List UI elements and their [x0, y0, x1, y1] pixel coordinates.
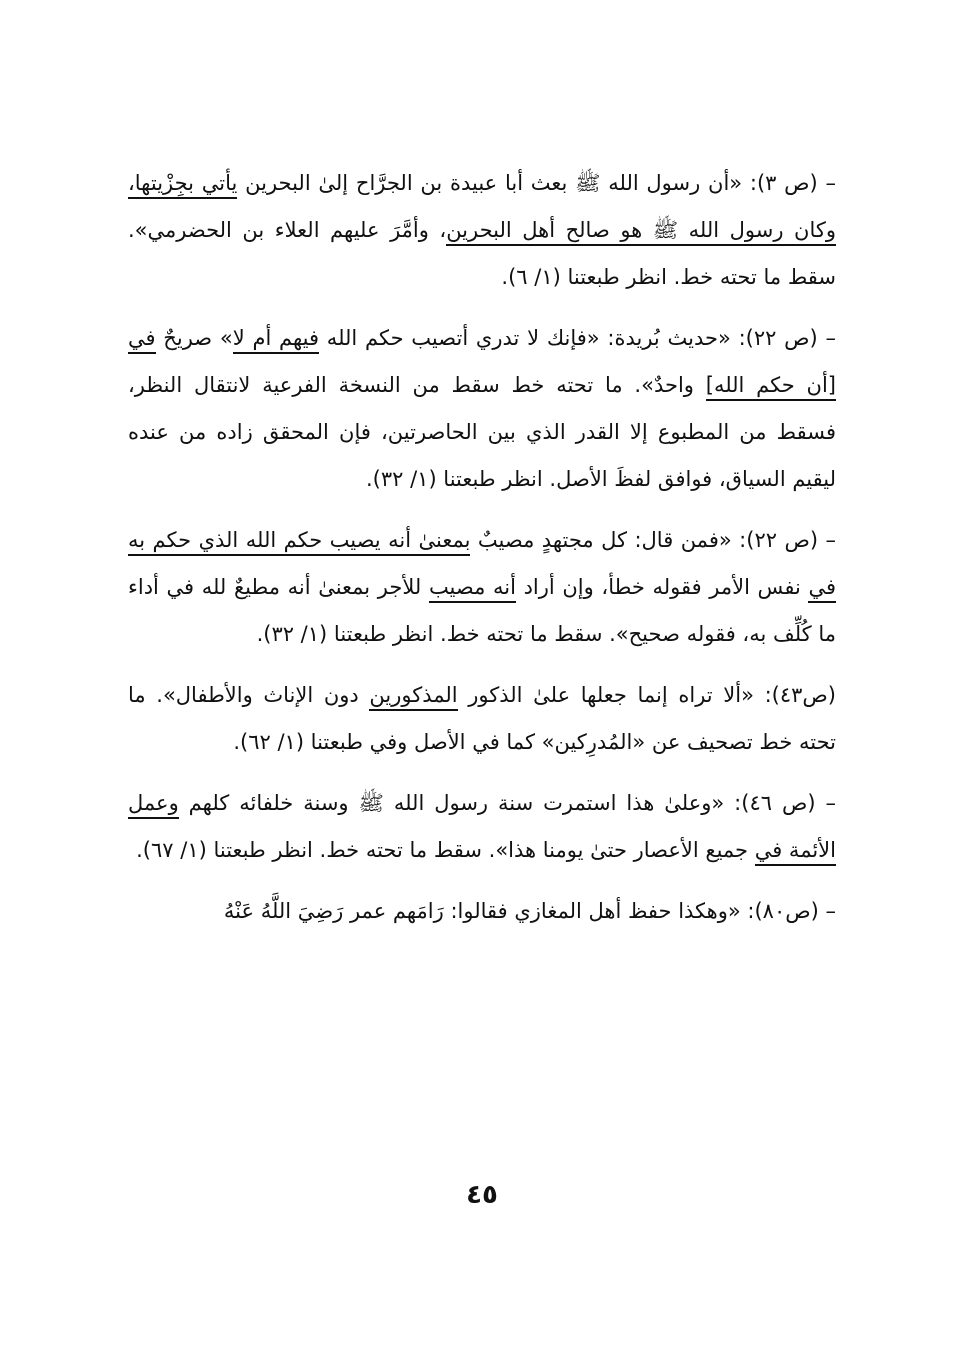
paragraph-text: نفس الأمر فقوله خطأ، وإن أراد [515, 575, 809, 599]
paragraph-text: دون الإناث والأطفال». ما تحته خط تصحيف عن «المُدرِكين» كما في الأصل وفي طبعتنا (١/ ٦٢). [128, 683, 836, 754]
underlined-text: وعمل الأئمة في [128, 791, 836, 866]
underlined-text: فيهم أم لا [233, 326, 319, 354]
paragraph-text: – (ص ٢٢): «فمن قال: كل مجتهدٍ مصيبٌ [470, 528, 836, 552]
paragraph-text: – (ص ٣): «أن رسول الله ﷺ بعث أبا عبيدة بن الجرَّاح إلىٰ البحرين [237, 171, 836, 195]
paragraph-text: – (ص٨٠): «وهكذا حفظ أهل المغازي فقالوا: رَامَهم عمر رَضِيَ اللَّهُ عَنْهُ [223, 899, 836, 923]
paragraph-text: (ص٤٣): «ألا تراه إنما جعلها علىٰ الذكور [457, 683, 836, 707]
underlined-text: أنه مصيب [429, 575, 516, 603]
page-body [128, 160, 836, 949]
paragraph-text: » صريحٌ [155, 326, 233, 350]
paragraph-text: – (ص ٤٦): «وعلىٰ هذا استمرت سنة رسول الله ﷺ وسنة خلفائه كلهم [178, 791, 836, 815]
paragraph-p2 [128, 315, 836, 503]
paragraph-text: جميع الأعصار حتىٰ يومنا هذا». سقط ما تحته خط. انظر طبعتنا (١/ ٦٧). [136, 838, 755, 862]
paragraph-text: للأجر بمعنىٰ أنه مطيعٌ لله في أداء ما كُلِّف به، فقوله صحيح». سقط ما تحته خط. انظر طبعتنا (١/ ٣٢). [128, 575, 836, 646]
paragraph-p1 [128, 160, 836, 301]
paragraph-p4 [128, 672, 836, 766]
paragraph-p6 [128, 888, 836, 935]
paragraph-p5 [128, 780, 836, 874]
paragraph-text: – (ص ٢٢): «حديث بُريدة: «فإنك لا تدري أتصيب حكم الله [319, 326, 836, 350]
underlined-text: بمعنىٰ أنه يصيب حكم الله الذي حكم به في [128, 528, 836, 603]
underlined-text: يأتي بجِزْيتها، وكان رسول الله ﷺ هو صالح أهل البحرين [128, 171, 836, 246]
paragraph-text: واحدٌ». ما تحته خط سقط من النسخة الفرعية لانتقال النظر، فسقط من المطبوع إلا القدر الذي بين الحاصرتين، فإن المحقق زاده من عنده ليقيم السياق، فوافق لفظَ الأصل. انظر طبعتنا (١/ ٣٢). [128, 373, 836, 491]
paragraph-text: ، وأمَّرَ عليهم العلاء بن الحضرمي». سقط ما تحته خط. انظر طبعتنا (١/ ٦). [128, 218, 836, 289]
paragraph-p3 [128, 517, 836, 658]
page-number: ٤٥ [466, 1180, 498, 1210]
underlined-text: المذكورين [369, 683, 457, 711]
underlined-text: في [أن حكم الله] [128, 326, 836, 401]
